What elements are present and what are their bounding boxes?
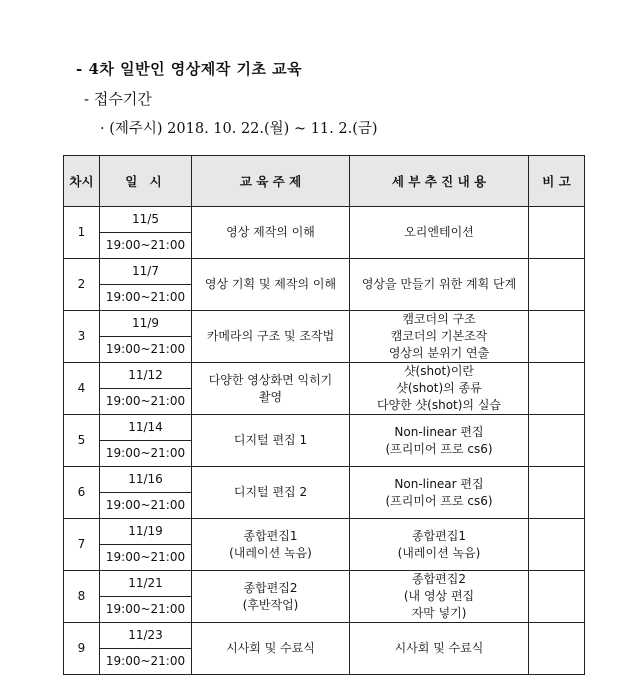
table-header-row — [64, 156, 585, 207]
session-date: 11/5 — [100, 207, 192, 233]
session-number: 4 — [64, 363, 100, 415]
session-date: 11/23 — [100, 623, 192, 649]
header-detail: 세 부 추 진 내 용 — [350, 156, 529, 207]
table-row — [64, 623, 585, 649]
session-number: 6 — [64, 467, 100, 519]
session-date: 11/19 — [100, 519, 192, 545]
table-row — [64, 207, 585, 233]
session-number: 9 — [64, 623, 100, 675]
session-time: 19:00~21:00 — [100, 493, 192, 519]
session-topic: 디지털 편집 2 — [192, 467, 350, 519]
session-detail: 캠코더의 구조 캠코더의 기본조작 영상의 분위기 연출 — [350, 311, 529, 363]
session-topic: 영상 기획 및 제작의 이해 — [192, 259, 350, 311]
session-date: 11/21 — [100, 571, 192, 597]
session-topic: 디지털 편집 1 — [192, 415, 350, 467]
session-detail: 오리엔테이션 — [350, 207, 529, 259]
session-topic: 시사회 및 수료식 — [192, 623, 350, 675]
session-note — [529, 363, 585, 415]
header-topic: 교 육 주 제 — [192, 156, 350, 207]
session-note — [529, 467, 585, 519]
session-detail: 샷(shot)이란 샷(shot)의 종류 다양한 샷(shot)의 실습 — [350, 363, 529, 415]
session-time: 19:00~21:00 — [100, 337, 192, 363]
session-note — [529, 311, 585, 363]
session-note — [529, 571, 585, 623]
header-datetime: 일 시 — [100, 156, 192, 207]
session-topic: 다양한 영상화면 익히기 촬영 — [192, 363, 350, 415]
session-date: 11/7 — [100, 259, 192, 285]
table-row — [64, 311, 585, 337]
session-detail: 시사회 및 수료식 — [350, 623, 529, 675]
session-date: 11/14 — [100, 415, 192, 441]
session-time: 19:00~21:00 — [100, 597, 192, 623]
table-row — [64, 363, 585, 389]
reception-period-label: - 접수기간 — [84, 90, 152, 108]
session-detail: 종합편집1 (내레이션 녹음) — [350, 519, 529, 571]
session-note — [529, 415, 585, 467]
session-note — [529, 519, 585, 571]
session-number: 5 — [64, 415, 100, 467]
session-date: 11/16 — [100, 467, 192, 493]
session-topic: 종합편집1 (내레이션 녹음) — [192, 519, 350, 571]
session-detail: Non-linear 편집 (프리미어 프로 cs6) — [350, 467, 529, 519]
schedule-table — [63, 155, 585, 675]
session-number: 2 — [64, 259, 100, 311]
table-row — [64, 415, 585, 441]
session-number: 3 — [64, 311, 100, 363]
reception-period-value: · (제주시) 2018. 10. 22.(월) ~ 11. 2.(금) — [100, 121, 378, 137]
table-row — [64, 519, 585, 545]
session-time: 19:00~21:00 — [100, 285, 192, 311]
session-note — [529, 207, 585, 259]
session-topic: 카메라의 구조 및 조작법 — [192, 311, 350, 363]
session-number: 1 — [64, 207, 100, 259]
session-detail: Non-linear 편집 (프리미어 프로 cs6) — [350, 415, 529, 467]
session-date: 11/9 — [100, 311, 192, 337]
session-topic: 영상 제작의 이해 — [192, 207, 350, 259]
session-time: 19:00~21:00 — [100, 545, 192, 571]
section-title: - 4차 일반인 영상제작 기초 교육 — [76, 60, 303, 78]
session-time: 19:00~21:00 — [100, 389, 192, 415]
header-note: 비 고 — [529, 156, 585, 207]
session-detail: 영상을 만들기 위한 계획 단계 — [350, 259, 529, 311]
session-note — [529, 623, 585, 675]
session-note — [529, 259, 585, 311]
session-date: 11/12 — [100, 363, 192, 389]
session-number: 8 — [64, 571, 100, 623]
header-session: 차시 — [64, 156, 100, 207]
session-detail: 종합편집2 (내 영상 편집 자막 넣기) — [350, 571, 529, 623]
table-row — [64, 571, 585, 597]
session-number: 7 — [64, 519, 100, 571]
table-row — [64, 467, 585, 493]
session-topic: 종합편집2 (후반작업) — [192, 571, 350, 623]
table-row — [64, 259, 585, 285]
session-time: 19:00~21:00 — [100, 233, 192, 259]
session-time: 19:00~21:00 — [100, 649, 192, 675]
session-time: 19:00~21:00 — [100, 441, 192, 467]
